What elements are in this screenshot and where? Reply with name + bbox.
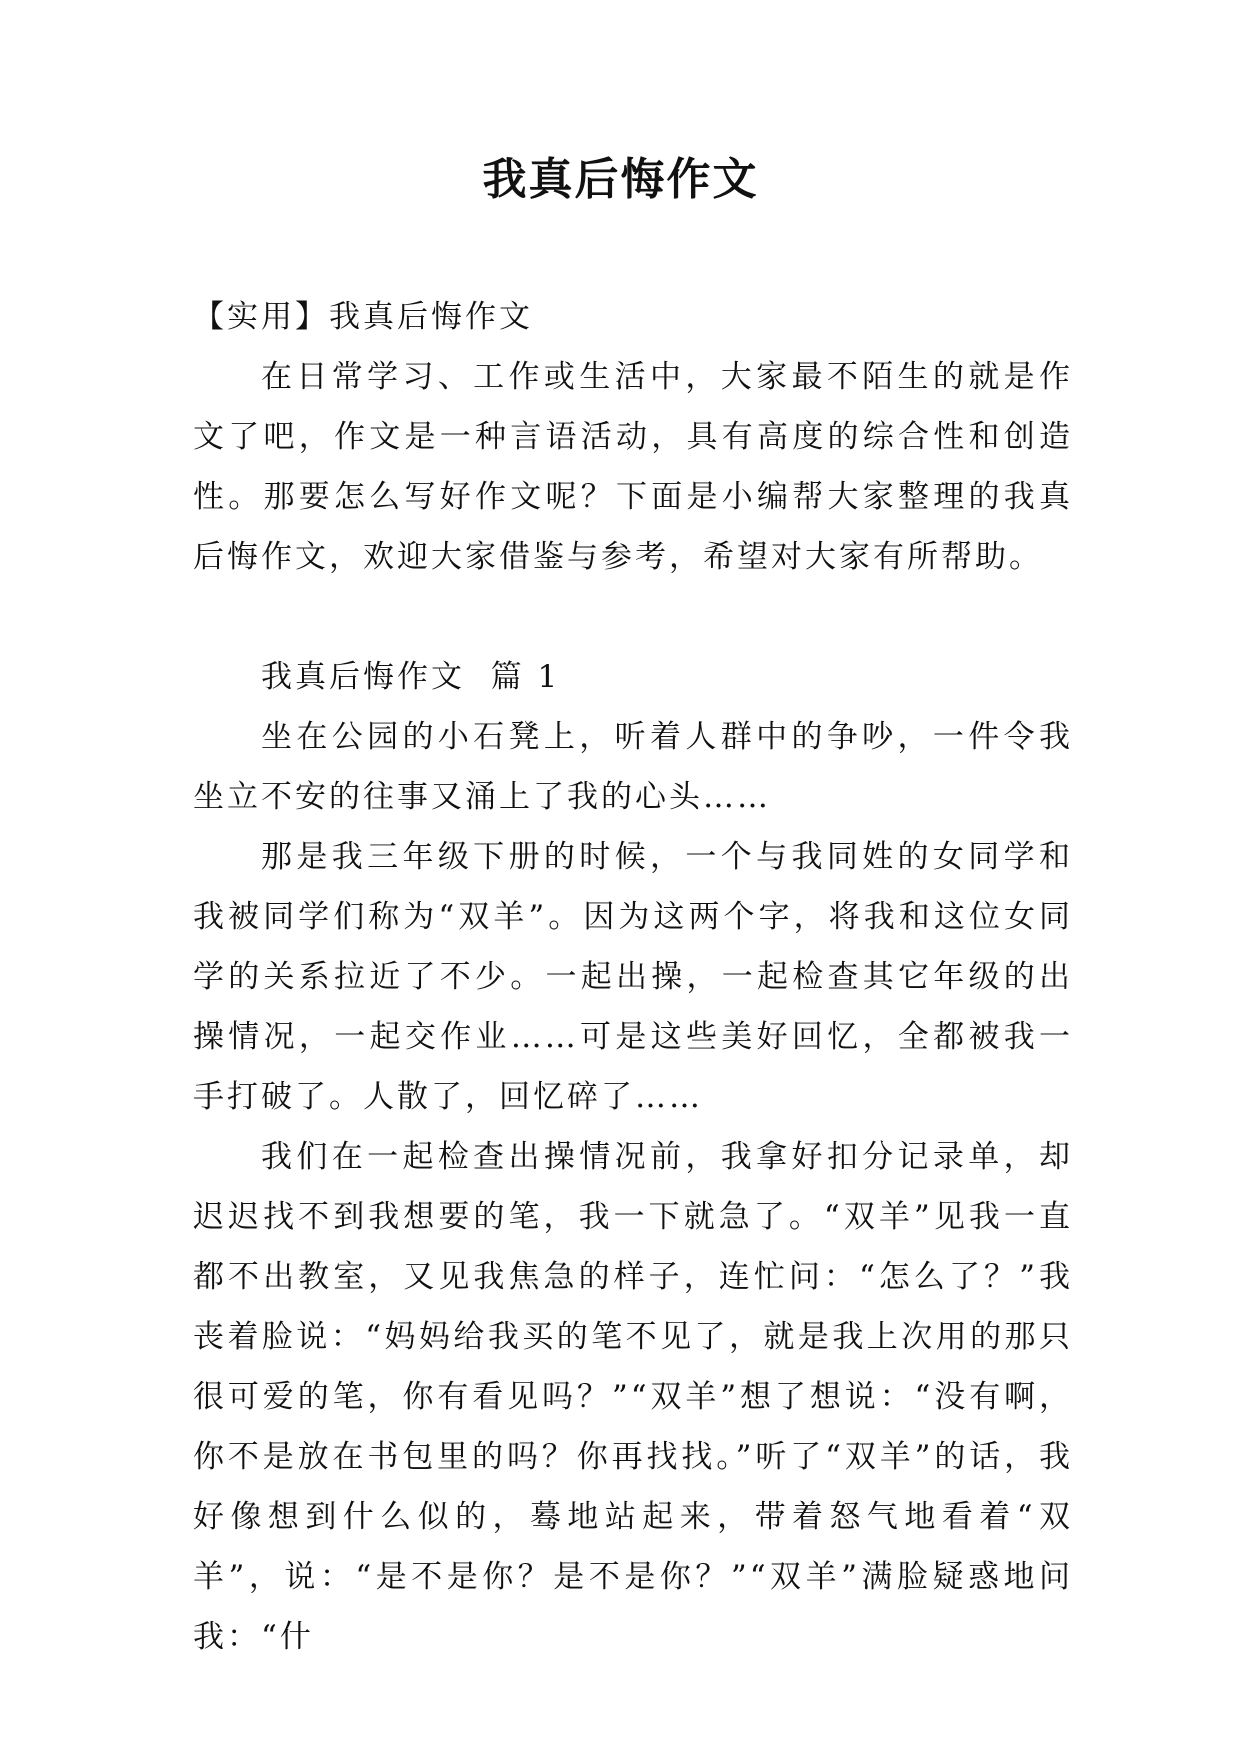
body-paragraph: 我们在一起检查出操情况前，我拿好扣分记录单，却迟迟找不到我想要的笔，我一下就急了。“双羊”见我一直都不出教室，又见我焦急的样子，连忙问：“怎么了？”我丧着脸说：“妈妈给我买的笔不见了，就是我上次用的那只很可爱的笔，你有看见吗？”“双羊”想了想说：“没有啊，你不是放在书包里的吗？你再找找。”听了“双羊”的话，我好像想到什么似的，蓦地站起来，带着怒气地看着“双羊”，说：“是不是你？是不是你？”“双羊”满脸疑惑地问我：“什: [193, 1139, 1073, 1655]
document-subtitle: 【实用】我真后悔作文: [193, 299, 533, 335]
body-paragraph: 那是我三年级下册的时候，一个与我同姓的女同学和我被同学们称为“双羊”。因为这两个字，将我和这位女同学的关系拉近了不少。一起出操，一起检查其它年级的出操情况，一起交作业……可是这些美好回忆，全都被我一手打破了。人散了，回忆碎了……: [193, 839, 1073, 1115]
document-title: 我真后悔作文: [482, 154, 759, 205]
document-body: [193, 287, 1073, 1667]
section-spacer: [193, 587, 1073, 647]
section-heading: 我真后悔作文 篇 1: [261, 659, 561, 695]
body-paragraph: 坐在公园的小石凳上，听着人群中的争吵，一件令我坐立不安的往事又涌上了我的心头……: [193, 719, 1073, 815]
intro-paragraph: 在日常学习、工作或生活中，大家最不陌生的就是作文了吧，作文是一种言语活动，具有高度的综合性和创造性。那要怎么写好作文呢？下面是小编帮大家整理的我真后悔作文，欢迎大家借鉴与参考，希望对大家有所帮助。: [193, 359, 1073, 575]
